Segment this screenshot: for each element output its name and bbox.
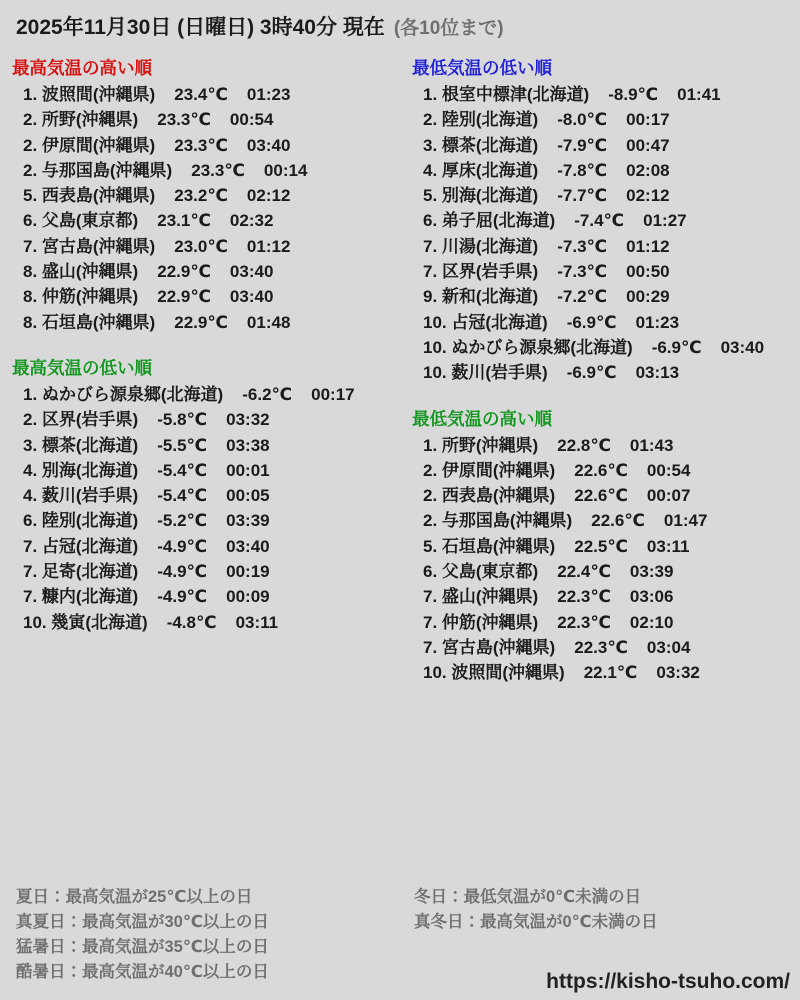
station-rank-name: 7. 糠内(北海道) [23,587,139,607]
section-min-temp-high [412,407,800,686]
rank-row [423,660,800,685]
rank-row [423,584,800,609]
temperature-value: -7.8℃ [557,160,608,180]
rank-row [23,584,400,609]
rank-row [423,483,800,508]
observation-time: 00:14 [263,160,308,180]
section-min-temp-low [412,56,800,386]
observation-time: 03:11 [646,536,690,556]
observation-time: 01:48 [246,312,291,332]
station-rank-name: 6. 父島(東京都) [423,562,539,582]
section-max-temp-high [12,56,400,335]
temperature-value: 23.2℃ [174,186,228,206]
station-rank-name: 6. 弟子屈(北海道) [423,211,556,231]
observation-time: 01:27 [643,211,687,231]
winter-day-definitions [400,885,800,935]
temperature-value: -7.3℃ [557,236,608,256]
station-rank-name: 10. 幾寅(北海道) [23,612,148,632]
rank-row [23,610,400,635]
temperature-value: 23.4℃ [174,85,228,104]
rank-row [423,284,800,309]
observation-time: 00:54 [646,460,691,480]
rank-row [23,407,400,432]
temperature-value: 23.0℃ [174,236,228,256]
temperature-value: 23.3℃ [191,160,245,180]
temperature-value: -6.9℃ [566,363,617,383]
station-rank-name: 4. 厚床(北海道) [423,160,539,180]
section-title: 最高気温の低い順 [12,357,152,378]
observation-time: 00:01 [226,460,270,480]
rank-row [23,559,400,584]
station-rank-name: 8. 盛山(沖縄県) [23,262,139,282]
ranking-scope-note: (各10位まで) [393,18,504,39]
rank-row [423,360,800,385]
rank-row [423,433,800,458]
station-rank-name: 7. 宮古島(沖縄県) [23,236,156,256]
temperature-value: 22.9℃ [174,312,228,332]
rank-row [423,208,800,233]
station-rank-name: 2. 伊原間(沖縄県) [23,135,156,155]
rank-row [23,508,400,533]
observation-time: 00:29 [626,287,670,307]
rank-row [423,133,800,158]
station-rank-name: 7. 仲筋(沖縄県) [423,612,539,632]
observation-time: 03:40 [720,337,765,357]
temperature-value: 22.9℃ [157,262,211,282]
definition-line: 真夏日：最高気温が30℃以上の日 [16,913,269,931]
observation-time: 03:40 [229,262,274,282]
current-datetime: 2025年11月30日 (日曜日) 3時40分 現在 [16,16,385,39]
temperature-value: -6.2℃ [242,384,293,404]
rank-row [23,107,400,132]
temperature-value: -8.0℃ [557,110,608,130]
temperature-value: -7.3℃ [557,262,608,282]
observation-time: 03:39 [226,511,270,531]
station-rank-name: 3. 標茶(北海道) [23,435,139,455]
observation-time: 03:04 [646,637,691,657]
temperature-value: -5.5℃ [157,435,208,455]
station-rank-name: 4. 別海(北海道) [23,460,139,480]
station-rank-name: 7. 占冠(北海道) [23,536,139,556]
station-rank-name: 5. 石垣島(沖縄県) [423,536,556,556]
rank-row [23,534,400,559]
section-max-temp-low [12,356,400,635]
temperature-value: 23.3℃ [174,135,228,155]
station-rank-name: 2. 与那国島(沖縄県) [23,160,173,180]
observation-time: 03:40 [229,287,274,307]
temperature-value: -7.9℃ [557,135,608,155]
temperature-value: 22.3℃ [574,637,628,657]
station-rank-name: 10. ぬかびら源泉郷(北海道) [423,337,633,357]
temperature-value: 22.4℃ [557,562,611,582]
rank-row [23,234,400,259]
site-url: https://kisho-tsuho.com/ [546,970,790,993]
observation-time: 00:05 [226,486,270,506]
rank-row [423,158,800,183]
observation-time: 00:19 [226,562,270,582]
rank-row [423,107,800,132]
temperature-value: -8.9℃ [608,85,659,104]
station-rank-name: 1. ぬかびら源泉郷(北海道) [23,384,224,404]
station-rank-name: 3. 標茶(北海道) [423,135,539,155]
station-rank-name: 6. 父島(東京都) [23,211,139,231]
temperature-value: 23.1℃ [157,211,211,231]
observation-time: 03:32 [226,410,270,430]
definition-line: 真冬日：最高気温が0℃未満の日 [414,913,658,931]
rank-row [423,534,800,559]
section-title: 最低気温の高い順 [412,408,552,429]
observation-time: 03:06 [629,587,674,607]
station-rank-name: 2. 区界(岩手県) [23,410,139,430]
rank-row [423,234,800,259]
temperature-value: -5.8℃ [157,410,208,430]
temperature-value: -4.9℃ [157,587,208,607]
temperature-value: -4.9℃ [157,536,208,556]
station-rank-name: 7. 足寄(北海道) [23,562,139,582]
station-rank-name: 1. 根室中標津(北海道) [423,85,590,104]
station-rank-name: 2. 所野(沖縄県) [23,110,139,130]
station-rank-name: 5. 西表島(沖縄県) [23,186,156,206]
observation-time: 01:47 [663,511,708,531]
station-rank-name: 5. 別海(北海道) [423,186,539,206]
station-rank-name: 6. 陸別(北海道) [23,511,139,531]
temperature-value: 22.3℃ [557,612,611,632]
temperature-value: -5.2℃ [157,511,208,531]
temperature-value: 22.1℃ [583,663,638,683]
observation-time: 03:38 [226,435,270,455]
observation-time: 02:10 [629,612,674,632]
observation-time: 02:12 [626,186,670,206]
observation-time: 01:43 [629,435,674,455]
station-rank-name: 10. 波照間(沖縄県) [423,663,565,683]
left-column [0,56,400,656]
observation-time: 01:23 [635,312,680,332]
page-header [16,11,504,41]
temperature-value: 23.3℃ [157,110,211,130]
rank-row [423,559,800,584]
rank-row [23,82,400,107]
observation-time: 03:40 [226,536,270,556]
observation-time: 01:12 [246,236,291,256]
station-rank-name: 1. 所野(沖縄県) [423,435,539,455]
temperature-value: -7.2℃ [557,287,608,307]
rank-row [423,82,800,107]
temperature-value: 22.6℃ [574,486,628,506]
rank-list [412,82,800,386]
definition-line: 猛暑日：最高気温が35℃以上の日 [16,938,269,956]
station-rank-name: 2. 伊原間(沖縄県) [423,460,556,480]
observation-time: 02:32 [229,211,274,231]
station-rank-name: 7. 区界(岩手県) [423,262,539,282]
observation-time: 00:50 [626,262,670,282]
temperature-value: 22.8℃ [557,435,611,455]
station-rank-name: 9. 新和(北海道) [423,287,539,307]
rank-row [423,458,800,483]
right-column [400,56,800,707]
rank-row [423,183,800,208]
observation-time: 00:09 [226,587,270,607]
rank-row [423,335,800,360]
observation-time: 03:39 [629,562,674,582]
rank-row [23,259,400,284]
station-rank-name: 10. 薮川(岩手県) [423,363,548,383]
station-rank-name: 8. 石垣島(沖縄県) [23,312,156,332]
definition-line: 夏日：最高気温が25℃以上の日 [16,888,253,906]
definition-line: 冬日：最低気温が0℃未満の日 [414,888,642,906]
rank-row [23,208,400,233]
temperature-value: -4.9℃ [157,562,208,582]
station-rank-name: 7. 川湯(北海道) [423,236,539,256]
station-rank-name: 2. 陸別(北海道) [423,110,539,130]
observation-time: 02:12 [246,186,291,206]
rank-list [412,433,800,686]
section-title: 最高気温の高い順 [12,58,152,78]
station-rank-name: 7. 宮古島(沖縄県) [423,637,556,657]
rank-row [423,610,800,635]
observation-time: 03:32 [656,663,700,683]
observation-time: 01:12 [626,236,670,256]
temperature-value: -4.8℃ [166,612,217,632]
rank-row [23,433,400,458]
definition-line: 酷暑日：最高気温が40℃以上の日 [16,963,269,981]
temperature-value: 22.3℃ [557,587,611,607]
rank-row [23,382,400,407]
observation-time: 00:54 [229,110,274,130]
temperature-value: 22.6℃ [591,511,645,531]
observation-time: 00:17 [311,384,355,404]
temperature-value: 22.5℃ [574,536,628,556]
temperature-value: -7.4℃ [574,211,625,231]
rank-row [23,133,400,158]
temperature-value: -5.4℃ [157,460,208,480]
observation-time: 00:17 [626,110,670,130]
temperature-value: -6.9℃ [651,337,702,357]
observation-time: 03:13 [635,363,680,383]
rank-row [23,158,400,183]
station-rank-name: 7. 盛山(沖縄県) [423,587,539,607]
station-rank-name: 10. 占冠(北海道) [423,312,548,332]
rank-row [23,458,400,483]
temperature-value: 22.6℃ [574,460,628,480]
temperature-value: -7.7℃ [557,186,608,206]
rank-row [23,310,400,335]
observation-time: 00:07 [646,486,691,506]
station-rank-name: 2. 与那国島(沖縄県) [423,511,573,531]
rank-row [423,310,800,335]
station-rank-name: 1. 波照間(沖縄県) [23,85,156,104]
temperature-value: -6.9℃ [566,312,617,332]
observation-time: 03:40 [246,135,291,155]
ranking-columns [0,56,800,707]
observation-time: 01:23 [246,85,291,104]
rank-row [423,259,800,284]
rank-list [12,382,400,635]
rank-row [423,508,800,533]
temperature-value: -5.4℃ [157,486,208,506]
rank-row [23,183,400,208]
station-rank-name: 8. 仲筋(沖縄県) [23,287,139,307]
temperature-value: 22.9℃ [157,287,211,307]
rank-row [23,483,400,508]
station-rank-name: 4. 薮川(岩手県) [23,486,139,506]
observation-time: 03:11 [235,612,279,632]
rank-row [423,635,800,660]
rank-row [23,284,400,309]
summer-day-definitions [0,885,400,985]
observation-time: 00:47 [626,135,670,155]
observation-time: 02:08 [626,160,670,180]
section-title: 最低気温の低い順 [412,58,552,78]
observation-time: 01:41 [677,85,721,104]
rank-list [12,82,400,335]
station-rank-name: 2. 西表島(沖縄県) [423,486,556,506]
